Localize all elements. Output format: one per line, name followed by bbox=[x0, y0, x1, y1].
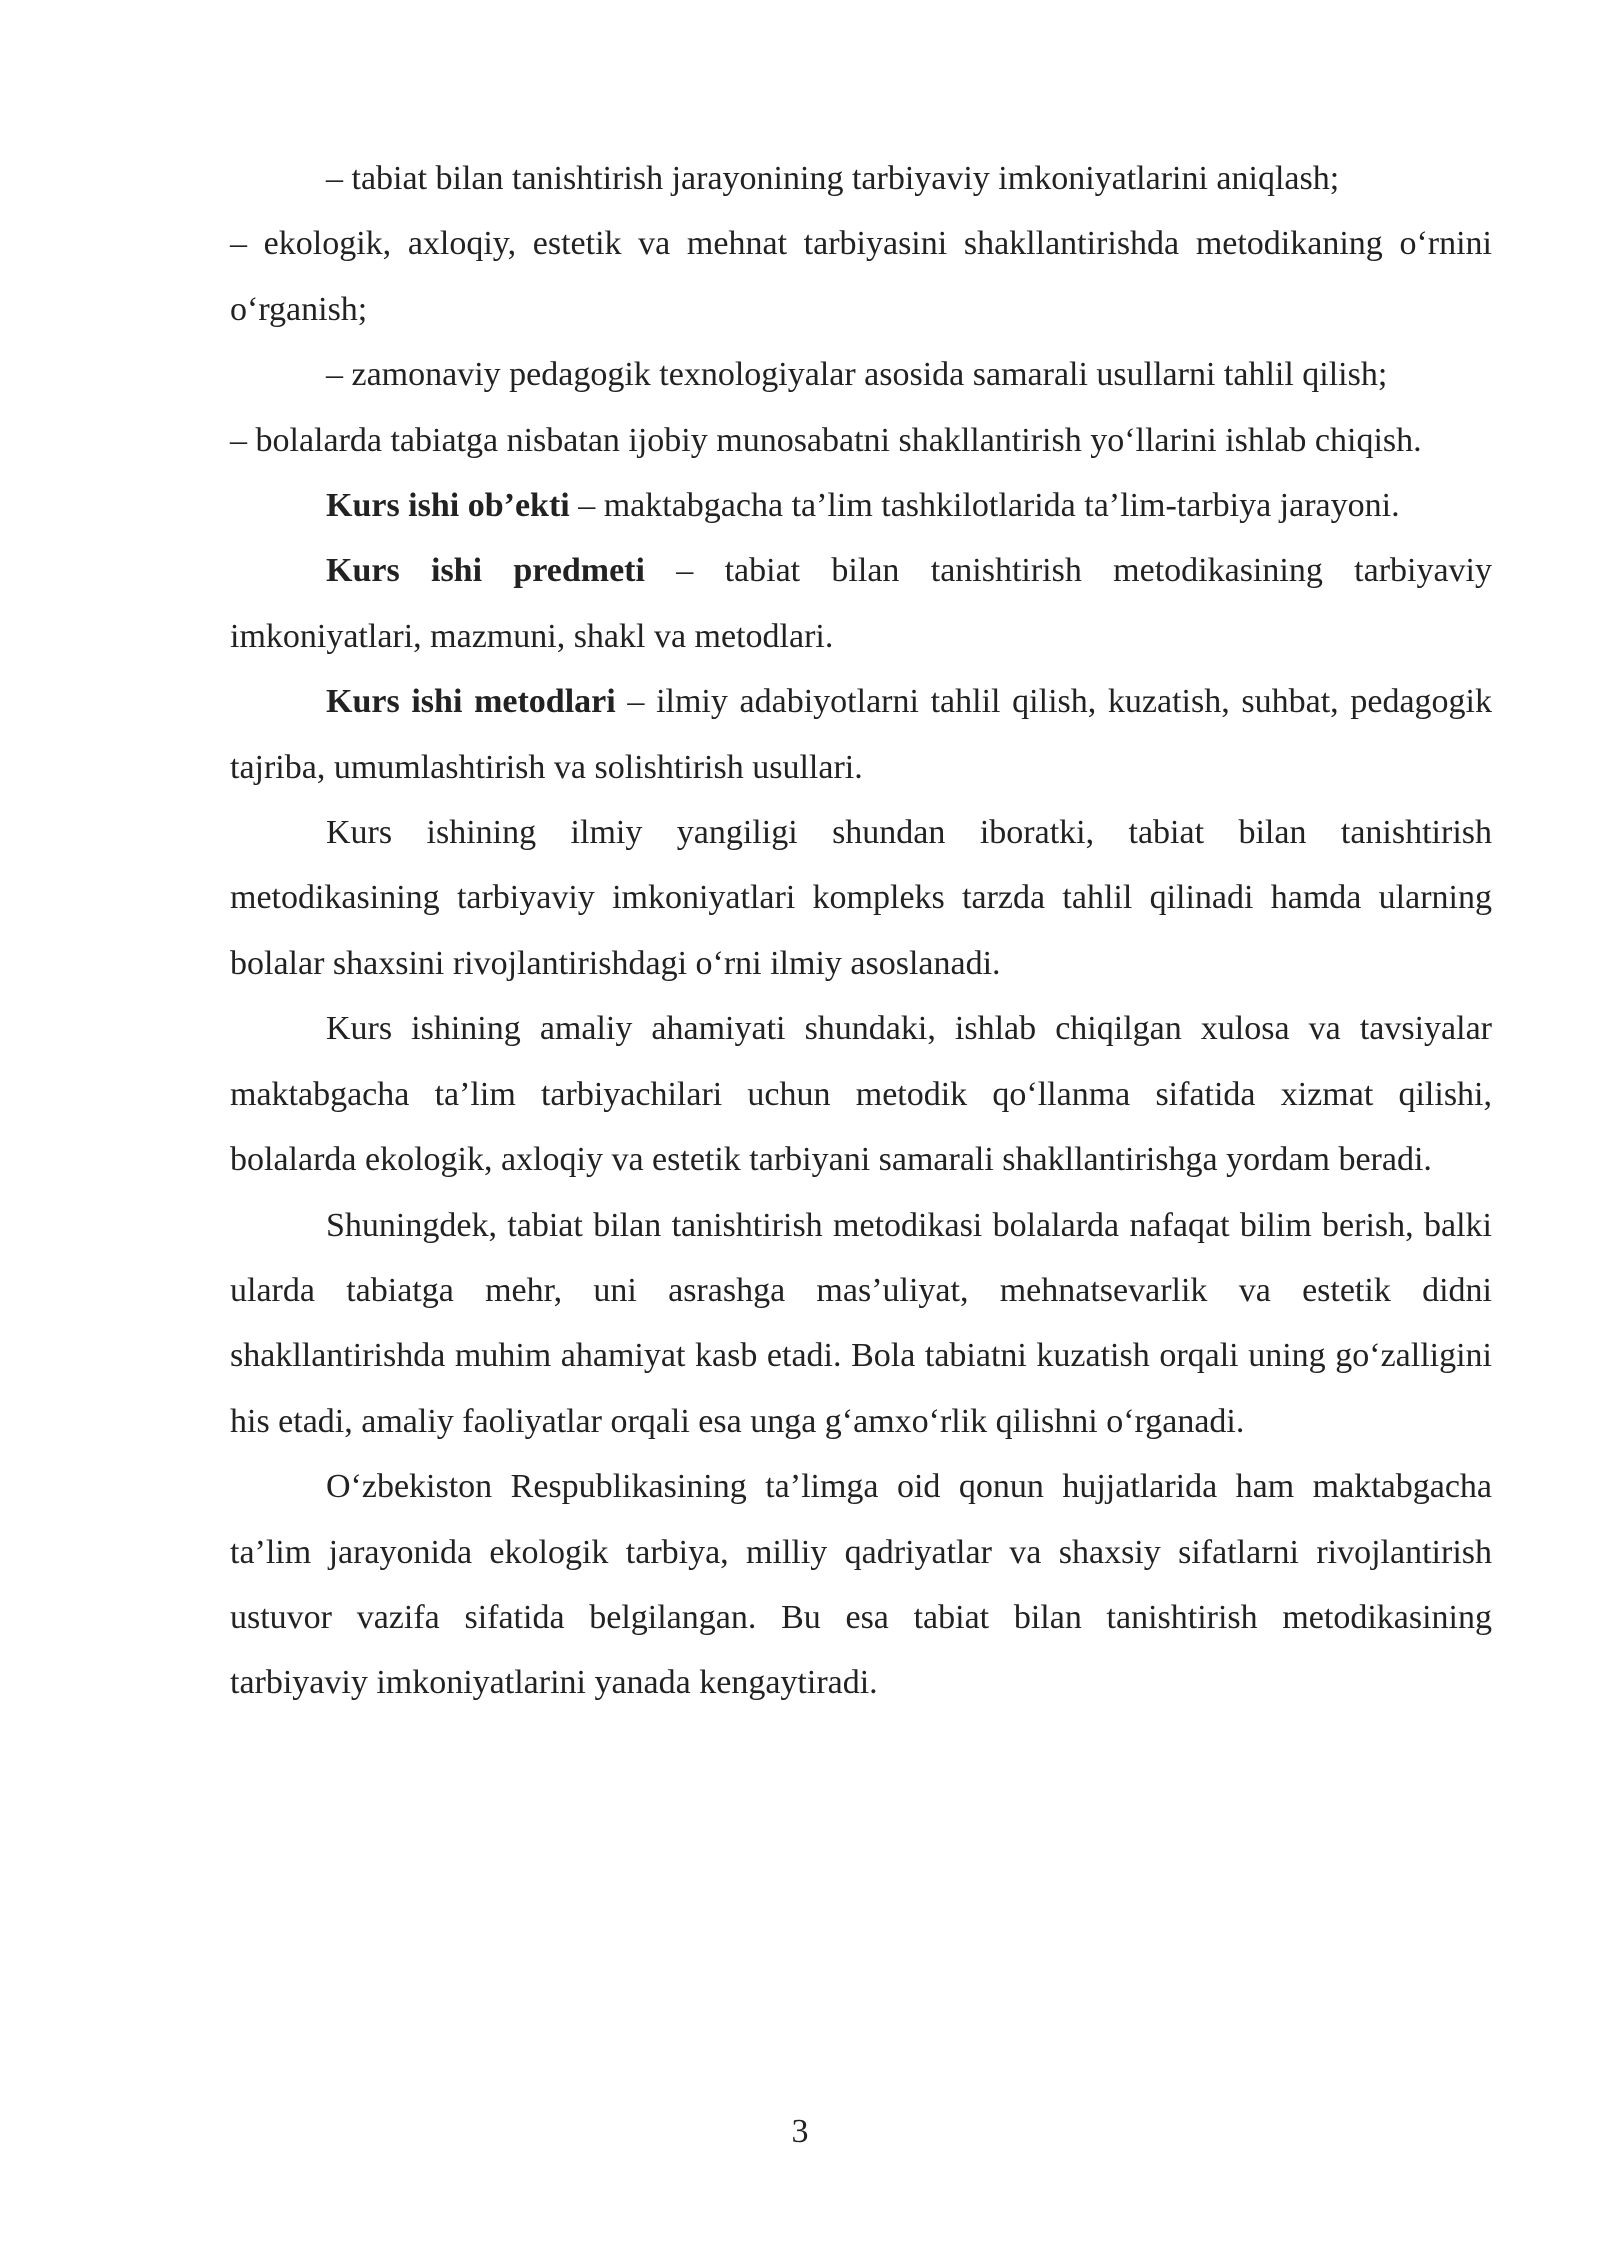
term-subject: Kurs ishi predmeti bbox=[326, 552, 645, 590]
term-object: Kurs ishi ob’ekti bbox=[326, 487, 570, 525]
list-item-goal-1: – tabiat bilan tanishtirish jarayonining tarbiyaviy imkoniyatlarini aniqlash; bbox=[326, 160, 1340, 197]
definition-methods: – ilmiy adabiyotlarni tahlil qilish, kuzatish, suhbat, pedagogik tajriba, umumlashtirish va solishtirish usullari. bbox=[230, 683, 1492, 786]
page-number: 3 bbox=[791, 2113, 809, 2150]
paragraph-methods bbox=[230, 669, 1492, 800]
paragraph-practical-value: Kurs ishining amaliy ahamiyati shundaki, ishlab chiqilgan xulosa va tavsiyalar maktabgacha ta’lim tarbiyachilari uchun metodik qo‘llanma sifatida xizmat qilishi, bolalarda ekologik, axloqiy va estetik tarbiyani samarali shakllantirishga yordam beradi. bbox=[230, 1010, 1492, 1179]
list-item-goal-3: – zamonaviy pedagogik texnologiyalar asosida samarali usullarni tahlil qilish; bbox=[326, 356, 1388, 394]
definition-subject: – tabiat bilan tanishtirish metodikasining tarbiyaviy imkoniyatlari, mazmuni, shakl va metodlari. bbox=[230, 552, 1492, 655]
paragraph-novelty: Kurs ishining ilmiy yangiligi shundan iboratki, tabiat bilan tanishtirish metodikasining tarbiyaviy imkoniyatlari kompleks tarzda tahlil qilinadi hamda ularning bolalar shaxsini rivojlantirishdagi o‘rni ilmiy asoslanadi. bbox=[230, 814, 1492, 982]
paragraph-legislation: O‘zbekiston Respublikasining ta’limga oid qonun hujjatlarida ham maktabgacha ta’lim jarayonida ekologik tarbiya, milliy qadriyatlar va shaxsiy sifatlarni rivojlantirish ustuvor vazifa sifatida belgilangan. Bu esa tabiat bilan tanishtirish metodikasining tarbiyaviy imkoniyatlarini yanada kengaytiradi. bbox=[230, 1468, 1492, 1702]
list-item-goal-2: – ekologik, axloqiy, estetik va mehnat tarbiyasini shakllantirishda metodikaning o‘rnini o‘rganish; bbox=[230, 225, 1492, 328]
term-methods: Kurs ishi metodlari bbox=[326, 683, 616, 721]
definition-object: – maktabgacha ta’lim tashkilotlarida ta’lim-tarbiya jarayoni. bbox=[569, 487, 1400, 525]
paragraph-object bbox=[230, 473, 1492, 538]
body-text bbox=[230, 146, 1492, 1716]
paragraph-subject bbox=[230, 538, 1492, 669]
list-item-goal-4: – bolalarda tabiatga nisbatan ijobiy munosabatni shakllantirish yo‘llarini ishlab chiqish. bbox=[230, 421, 1422, 459]
paragraph-importance: Shuningdek, tabiat bilan tanishtirish metodikasi bolalarda nafaqat bilim berish, balki ularda tabiatga mehr, uni asrashga mas’uliyat, mehnatsevarlik va estetik didni shakllantirishda muhim ahamiyat kasb etadi. Bola tabiatni kuzatish orqali uning go‘zalligini his etadi, amaliy faoliyatlar orqali esa unga g‘amxo‘rlik qilishni o‘rganadi. bbox=[230, 1206, 1492, 1440]
